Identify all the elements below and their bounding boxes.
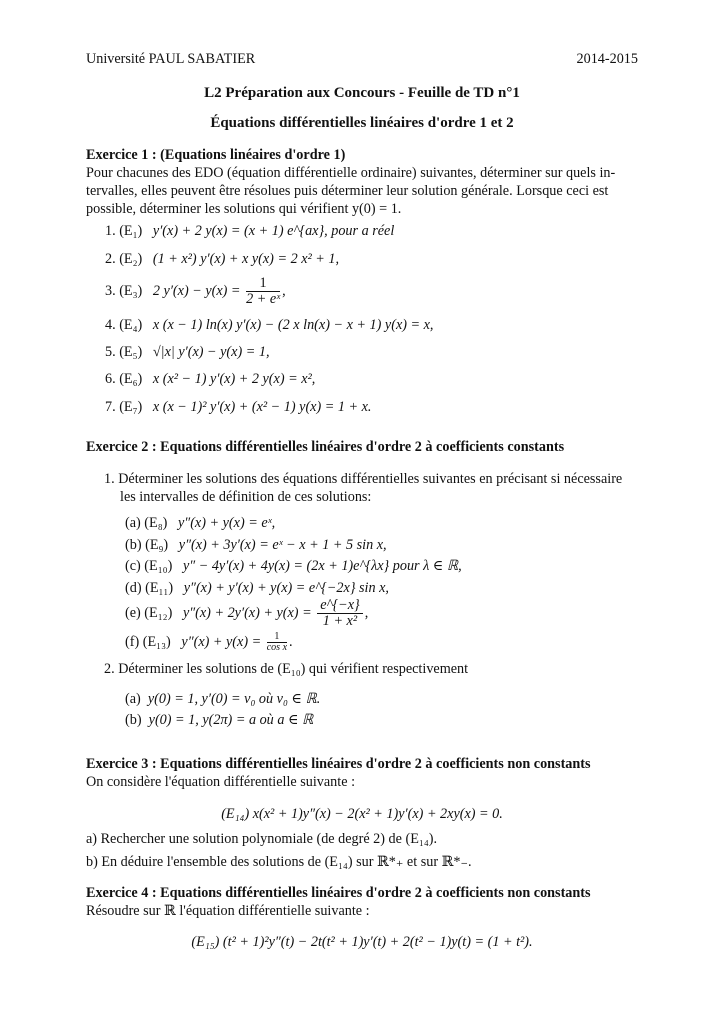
item-letter: (a) [125,691,141,707]
ex4-equation: (E₁₅) (t² + 1)²y″(t) − 2t(t² + 1)y′(t) + 2(t² − 1)y(t) = (1 + t²). [191,934,533,950]
condition-expression: y(0) = 1, y′(0) = v₀ où v₀ ∈ ℝ. [147,691,321,707]
page-header [86,50,638,68]
ex4-block [86,884,640,920]
equation-expression: y′(x) + 2 y(x) = (x + 1) e^{ax}, pour a réel [152,223,395,239]
ex4-heading: Exercice 4 : Equations différentielles linéaires d'ordre 2 à coefficients non constants [86,885,591,901]
item-letter: (f) [125,633,140,650]
equation-label: (E₁₁) [145,580,174,596]
sheet-subtitle: Équations différentielles linéaires d'ordre 1 et 2 [210,115,514,131]
item-number: 2. [105,251,116,267]
ex3-intro: On considère l'équation différentielle suivante : [86,774,356,790]
fraction-numerator: e^{−x} [317,598,363,614]
equation-label: (E₁) [119,223,143,239]
list-item [105,343,270,361]
ex1-heading: Exercice 1 : (Equations linéaires d'ordre 1) [86,147,346,163]
fraction [246,276,280,307]
item-number: 7. [105,399,116,415]
item-number: 4. [105,317,116,333]
item-number: 3. [105,282,116,299]
ex2-question-1 [104,470,640,506]
equation-expression: y″(x) + y(x) = eˣ, [178,515,276,531]
header-year: 2014-2015 [576,51,638,67]
list-item [105,370,315,388]
item-number: 1. [105,223,116,239]
equation-label: (E₅) [119,344,143,360]
equation-expression: y″(x) + 3y′(x) = eˣ − x + 1 + 5 sin x, [178,537,387,553]
equation-expression: (1 + x²) y′(x) + x y(x) = 2 x² + 1, [152,251,340,267]
item-letter: (b) [125,537,142,553]
equation-lhs: 2 y′(x) − y(x) = [152,282,241,299]
equation-label: (E₈) [144,515,168,531]
list-item [125,579,389,597]
list-item [125,711,313,729]
item-letter: (a) [125,515,141,531]
list-item [105,276,286,307]
equation-label: (E₁₃) [142,633,171,650]
header-university: Université PAUL SABATIER [86,51,256,67]
fraction-denominator: 1 + x² [322,613,358,629]
condition-expression: y(0) = 1, y(2π) = a où a ∈ ℝ [148,712,314,728]
equation-label: (E₁₂) [144,604,173,621]
ex2-question-2: 2. Déterminer les solutions de (E₁₀) qui vérifient respectivement [104,661,469,677]
fraction-denominator: cos x [266,642,288,653]
equation-label: (E₁₀) [144,558,173,574]
list-item [105,316,433,334]
item-number: 5. [105,344,116,360]
ex1-intro-line: possible, déterminer les solutions qui vérifient y(0) = 1. [86,201,402,217]
fraction-numerator: 1 [267,632,287,643]
equation-label: (E₆) [119,371,143,387]
ex1-block [86,146,640,218]
equation-label: (E₃) [119,282,143,299]
item-letter: (c) [125,558,141,574]
ex1-intro-line: tervalles, elles peuvent être résolues puis déterminer leur solution générale. Lorsque ceci est [86,183,609,199]
equation-label: (E₄) [119,317,143,333]
list-item [125,632,293,653]
ex3-heading: Exercice 3 : Equations différentielles linéaires d'ordre 2 à coefficients non constants [86,756,591,772]
fraction [317,598,363,629]
equation-label: (E₇) [119,399,143,415]
ex4-intro: Résoudre sur ℝ l'équation différentielle suivante : [86,903,370,919]
ex3-block [86,755,640,791]
equation-tail: , [282,282,286,299]
equation-label: (E₂) [119,251,143,267]
list-item [105,250,339,268]
list-item [125,536,387,554]
equation-expression: √|x| y′(x) − y(x) = 1, [152,344,270,360]
item-letter: (d) [125,580,142,596]
equation-lhs: y″(x) + 2y′(x) + y(x) = [182,604,312,621]
list-item [125,690,320,708]
equation-expression: y″(x) + y′(x) + y(x) = e^{−2x} sin x, [183,580,389,596]
item-letter: (b) [125,712,142,728]
question-line: 1. Déterminer les solutions des équations différentielles suivantes en précisant si nécessaire [104,471,623,487]
item-number: 6. [105,371,116,387]
sheet-title: L2 Préparation aux Concours - Feuille de TD n°1 [204,85,520,101]
list-item [125,557,462,575]
fraction [267,632,287,653]
item-letter: (e) [125,604,141,621]
equation-lhs: y″(x) + y(x) = [181,633,262,650]
equation-expression: x (x − 1)² y′(x) + (x² − 1) y(x) = 1 + x. [152,399,372,415]
ex3-equation: (E₁₄) x(x² + 1)y″(x) − 2(x² + 1)y′(x) + 2xy(x) = 0. [221,806,503,822]
equation-tail: . [289,633,293,650]
ex3-question-b: b) En déduire l'ensemble des solutions de (E₁₄) sur ℝ*₊ et sur ℝ*₋. [86,854,472,870]
list-item [125,598,368,629]
list-item [125,514,275,532]
question-line: les intervalles de définition de ces solutions: [120,489,372,505]
equation-expression: x (x² − 1) y′(x) + 2 y(x) = x², [152,371,316,387]
fraction-denominator: 2 + eˣ [246,291,281,307]
equation-expression: y″ − 4y′(x) + 4y(x) = (2x + 1)e^{λx} pour λ ∈ ℝ, [182,558,462,574]
list-item [105,398,371,416]
list-item [105,222,394,240]
equation-tail: , [364,604,369,621]
ex3-question-a: a) Rechercher une solution polynomiale (de degré 2) de (E₁₄). [86,831,438,847]
ex1-intro-line: Pour chacunes des EDO (équation différentielle ordinaire) suivantes, déterminer sur quels in- [86,165,616,181]
equation-expression: x (x − 1) ln(x) y′(x) − (2 x ln(x) − x + 1) y(x) = x, [152,317,434,333]
fraction-numerator: 1 [246,276,280,292]
equation-label: (E₉) [145,537,169,553]
ex2-heading: Exercice 2 : Equations différentielles linéaires d'ordre 2 à coefficients constants [86,439,565,455]
